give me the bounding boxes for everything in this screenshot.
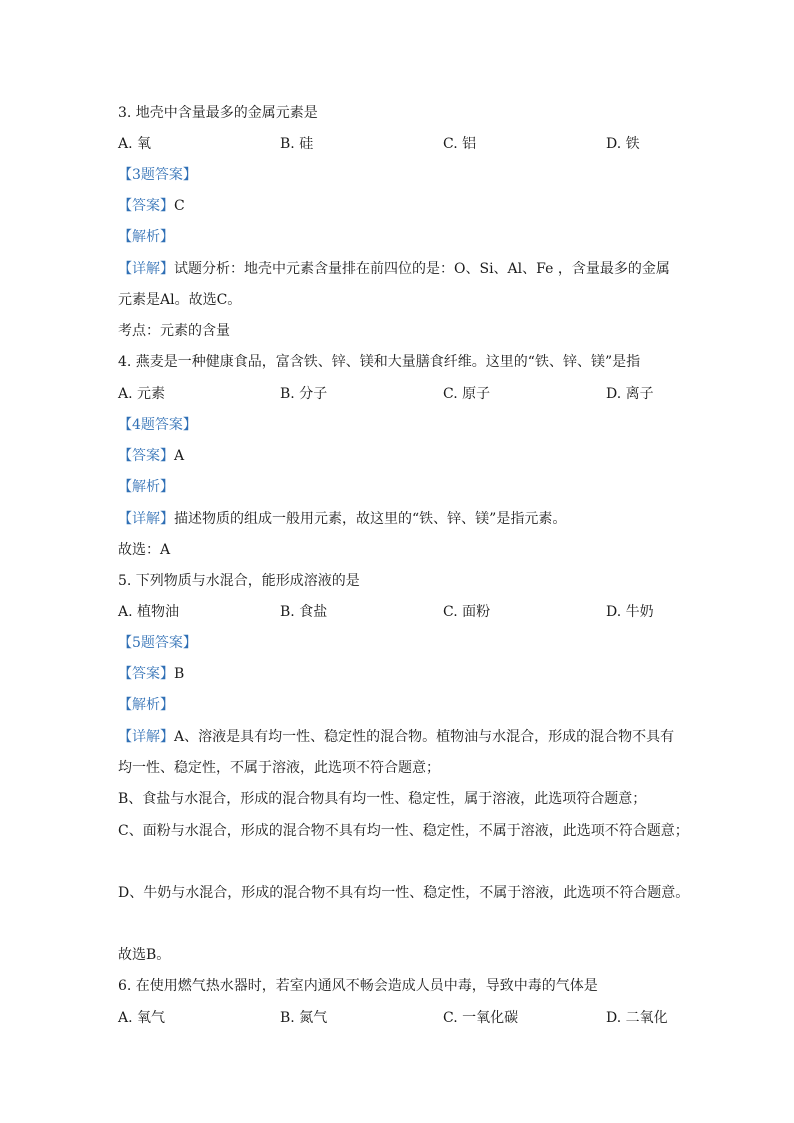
- question-5-options: [118, 603, 678, 621]
- answer-tag: 【答案】: [118, 198, 174, 214]
- detail-text: 均一性、稳定性，不属于溶液，此选项不符合题意；: [118, 760, 440, 776]
- answer-tag: 【答案】: [118, 448, 174, 464]
- detail-text: 描述物质的组成一般用元素，故这里的“铁、锌、镁”是指元素。: [174, 511, 567, 527]
- option-c: C. 铝: [443, 136, 477, 152]
- detail-text: 试题分析：地壳中元素含量排在前四位的是：O、Si、Al、Fe ，含量最多的金属: [174, 261, 670, 277]
- option-b: B. 硅: [280, 136, 314, 152]
- option-c: C. 原子: [443, 386, 491, 402]
- option-c: C. 面粉: [443, 604, 491, 620]
- answer-header: 【5题答案】: [118, 635, 197, 651]
- detail-text: 元素是Al。故选C。: [118, 292, 242, 308]
- conclusion-text: 故选B。: [118, 947, 171, 963]
- question-6-options: [118, 1009, 678, 1027]
- detail-text: B、食盐与水混合，形成的混合物具有均一性、稳定性，属于溶液，此选项符合题意；: [118, 791, 647, 807]
- detail-line: [118, 260, 670, 278]
- answer-tag: 【答案】: [118, 666, 174, 682]
- answer-line: [118, 197, 185, 215]
- option-a: A. 氧气: [118, 1010, 166, 1026]
- option-c: C. 一氧化碳: [443, 1010, 519, 1026]
- detail-text: A、溶液是具有均一性、稳定性的混合物。植物油与水混合，形成的混合物不具有: [174, 729, 675, 745]
- answer-line: [118, 665, 184, 683]
- analysis-header: 【解析】: [118, 697, 174, 713]
- question-6-stem: 6. 在使用燃气热水器时，若室内通风不畅会造成人员中毒，导致中毒的气体是: [118, 978, 598, 994]
- note-text: 考点：元素的含量: [118, 323, 230, 339]
- option-a: A. 元素: [118, 386, 166, 402]
- answer-value: C: [174, 198, 185, 214]
- detail-line: [118, 510, 566, 528]
- question-4-stem: 4. 燕麦是一种健康食品，富含铁、锌、镁和大量膳食纤维。这里的“铁、锌、镁”是指: [118, 354, 641, 370]
- conclusion-text: 故选：A: [118, 542, 171, 558]
- answer-line: [118, 447, 184, 465]
- analysis-header: 【解析】: [118, 229, 174, 245]
- option-a: A. 氧: [118, 136, 152, 152]
- option-d: D. 牛奶: [606, 604, 654, 620]
- question-3-options: [118, 135, 678, 153]
- option-b: B. 氮气: [280, 1010, 328, 1026]
- answer-value: A: [174, 448, 185, 464]
- answer-value: B: [174, 666, 185, 682]
- option-b: B. 食盐: [280, 604, 328, 620]
- option-b: B. 分子: [280, 386, 328, 402]
- analysis-header: 【解析】: [118, 479, 174, 495]
- detail-tag: 【详解】: [118, 511, 174, 527]
- answer-header: 【4题答案】: [118, 417, 197, 433]
- option-d: D. 二氧化: [606, 1010, 668, 1026]
- detail-tag: 【详解】: [118, 729, 174, 745]
- question-4-options: [118, 385, 678, 403]
- detail-tag: 【详解】: [118, 261, 174, 277]
- question-5-stem: 5. 下列物质与水混合，能形成溶液的是: [118, 573, 360, 589]
- detail-text: D、牛奶与水混合，形成的混合物不具有均一性、稳定性，不属于溶液，此选项不符合题意。: [118, 885, 690, 901]
- option-d: D. 离子: [606, 386, 654, 402]
- detail-text: C、面粉与水混合，形成的混合物不具有均一性、稳定性，不属于溶液，此选项不符合题意；: [118, 823, 689, 839]
- detail-line: [118, 728, 674, 746]
- question-3-stem: 3. 地壳中含量最多的金属元素是: [118, 105, 318, 121]
- answer-header: 【3题答案】: [118, 167, 197, 183]
- option-d: D. 铁: [606, 136, 640, 152]
- option-a: A. 植物油: [118, 604, 180, 620]
